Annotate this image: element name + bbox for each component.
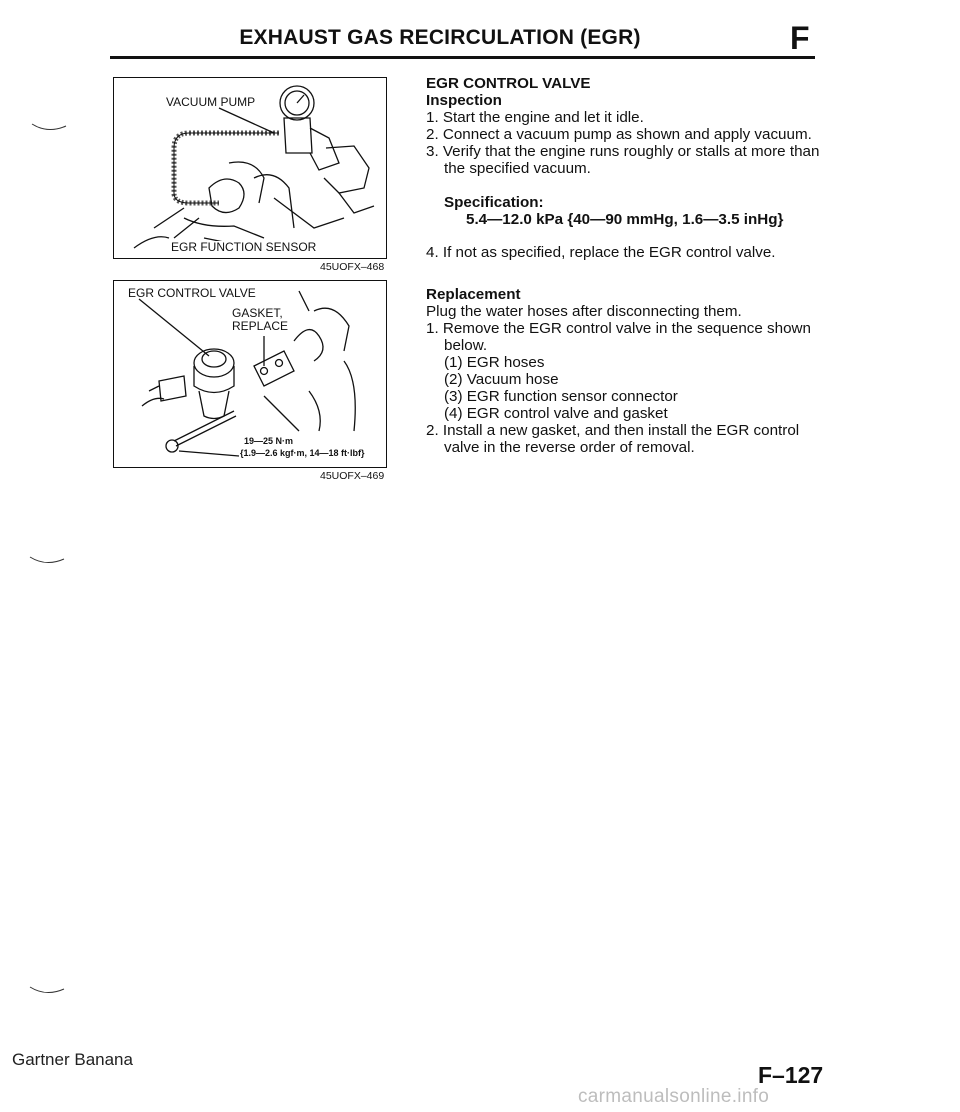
page-title: EXHAUST GAS RECIRCULATION (EGR)	[239, 26, 641, 49]
spec-label: Specification:	[444, 194, 544, 211]
replacement-step-continued: below.	[444, 337, 488, 354]
margin-mark	[28, 985, 68, 999]
replacement-subitem: (4) EGR control valve and gasket	[444, 405, 668, 422]
section-heading: EGR CONTROL VALVE	[426, 75, 591, 92]
label-egr-control-valve: EGR CONTROL VALVE	[128, 286, 256, 300]
figure-code: 45UOFX–469	[320, 470, 385, 482]
margin-mark	[30, 122, 70, 136]
replacement-subitem: (1) EGR hoses	[444, 354, 545, 371]
replacement-intro: Plug the water hoses after disconnecting them.	[426, 303, 742, 320]
site-watermark: carmanualsonline.info	[578, 1086, 770, 1107]
label-gasket: GASKET,	[232, 306, 283, 320]
inspection-step-continued: the specified vacuum.	[444, 160, 591, 177]
section-letter: F	[790, 20, 810, 56]
replacement-subitem: (3) EGR function sensor connector	[444, 388, 678, 405]
torque-imperial: {1.9—2.6 kgf·m, 14—18 ft·lbf}	[240, 448, 365, 458]
inspection-step: 3. Verify that the engine runs roughly or stalls at more than	[426, 143, 820, 160]
margin-mark	[28, 555, 68, 569]
figure-code: 45UOFX–468	[320, 261, 385, 273]
replacement-heading: Replacement	[426, 286, 521, 303]
label-vacuum-pump: VACUUM PUMP	[166, 95, 256, 109]
inspection-step: 4. If not as specified, replace the EGR control valve.	[426, 244, 776, 261]
torque-nm: 19—25 N·m	[244, 436, 294, 446]
spec-value: 5.4—12.0 kPa {40—90 mmHg, 1.6—3.5 inHg}	[466, 211, 784, 228]
inspection-heading: Inspection	[426, 92, 502, 109]
inspection-step: 1. Start the engine and let it idle.	[426, 109, 644, 126]
watermark-text: Gartner Banana	[12, 1050, 133, 1069]
replacement-step: 1. Remove the EGR control valve in the sequence shown	[426, 320, 811, 337]
procedure-text	[426, 75, 826, 456]
figure-egr-control-valve	[113, 280, 387, 468]
label-replace: REPLACE	[232, 319, 289, 333]
replacement-subitem: (2) Vacuum hose	[444, 371, 559, 388]
inspection-step: 2. Connect a vacuum pump as shown and apply vacuum.	[426, 126, 812, 143]
figure-vacuum-pump	[113, 77, 387, 259]
replacement-step: 2. Install a new gasket, and then install the EGR control	[426, 422, 800, 439]
label-egr-function-sensor: EGR FUNCTION SENSOR	[171, 240, 317, 254]
header-rule	[110, 56, 815, 59]
page-number: F–127	[758, 1062, 824, 1088]
replacement-step-continued: valve in the reverse order of removal.	[444, 439, 695, 456]
